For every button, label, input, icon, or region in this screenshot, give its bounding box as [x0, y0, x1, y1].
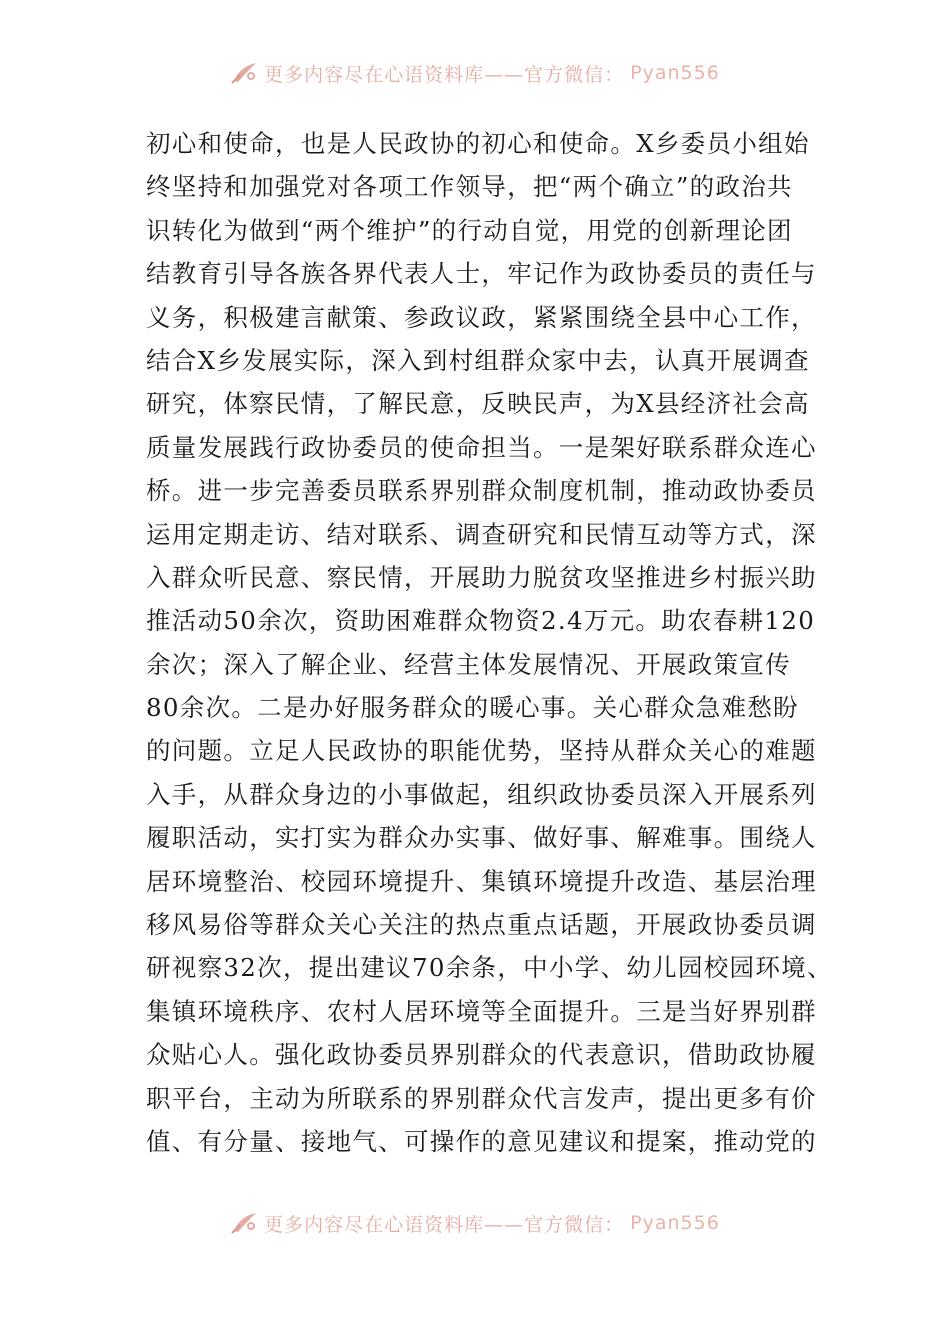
text-line: 质量发展践行政协委员的使命担当。一是架好联系群众连心: [146, 432, 817, 462]
text-line: 结合X乡发展实际，深入到村组群众家中去，认真开展调查: [146, 345, 810, 375]
watermark-handle: Pyan556: [630, 1212, 720, 1234]
text-line: 推活动50余次，资助困难群众物资2.4万元。助农春耕120: [146, 606, 816, 636]
watermark-handle: Pyan556: [630, 62, 720, 84]
watermark-group: [230, 1210, 720, 1237]
text-line: 履职活动，实打实为群众办实事、做好事、解难事。围绕人: [146, 823, 817, 853]
text-line: 移风易俗等群众关心关注的热点重点话题，开展政协委员调: [146, 910, 817, 940]
text-line: 研究，体察民情，了解民意，反映民声，为X县经济社会高: [146, 389, 810, 419]
text-line: 集镇环境秩序、农村人居环境等全面提升。三是当好界别群: [146, 996, 817, 1026]
text-line: 的问题。立足人民政协的职能优势，坚持从群众关心的难题: [146, 736, 817, 766]
watermark-group: [230, 60, 720, 87]
footer-watermark: [0, 1208, 950, 1238]
text-line: 入手，从群众身边的小事做起，组织政协委员深入开展系列: [146, 779, 817, 809]
text-line: 余次；深入了解企业、经营主体发展情况、开展政策宣传: [146, 649, 791, 679]
body-text: [146, 122, 833, 1163]
text-line: 桥。进一步完善委员联系界别群众制度机制，推动政协委员: [146, 476, 817, 506]
watermark-text: 更多内容尽在心语资料库——官方微信：: [264, 63, 625, 86]
text-line: 研视察32次，提出建议70余条，中小学、幼儿园校园环境、: [146, 953, 833, 983]
text-line: 初心和使命，也是人民政协的初心和使命。X乡委员小组始: [146, 129, 810, 158]
text-line: 80余次。二是办好服务群众的暖心事。关心群众急难愁盼: [146, 693, 799, 723]
text-line: 结教育引导各族各界代表人士，牢记作为政协委员的责任与: [146, 259, 817, 289]
text-line: 义务，积极建言献策、参政议政，紧紧围绕全县中心工作，: [146, 302, 817, 332]
watermark-text: 更多内容尽在心语资料库——官方微信：: [264, 1213, 625, 1236]
header-watermark: [0, 58, 950, 88]
quill-logo-icon: [230, 61, 258, 85]
text-line: 值、有分量、接地气、可操作的意见建议和提案，推动党的: [146, 1126, 817, 1156]
text-line: 居环境整治、校园环境提升、集镇环境提升改造、基层治理: [146, 866, 817, 896]
text-line: 众贴心人。强化政协委员界别群众的代表意识，借助政协履: [146, 1040, 817, 1070]
text-line: 入群众听民意、察民情，开展助力脱贫攻坚推进乡村振兴助: [146, 562, 817, 592]
text-line: 运用定期走访、结对联系、调查研究和民情互动等方式，深: [146, 519, 817, 549]
quill-logo-icon: [230, 1211, 258, 1235]
text-line: 终坚持和加强党对各项工作领导，把“两个确立”的政治共: [146, 172, 793, 202]
text-line: 识转化为做到“两个维护”的行动自觉，用党的创新理论团: [146, 215, 793, 245]
text-line: 职平台，主动为所联系的界别群众代言发声，提出更多有价: [146, 1083, 817, 1113]
